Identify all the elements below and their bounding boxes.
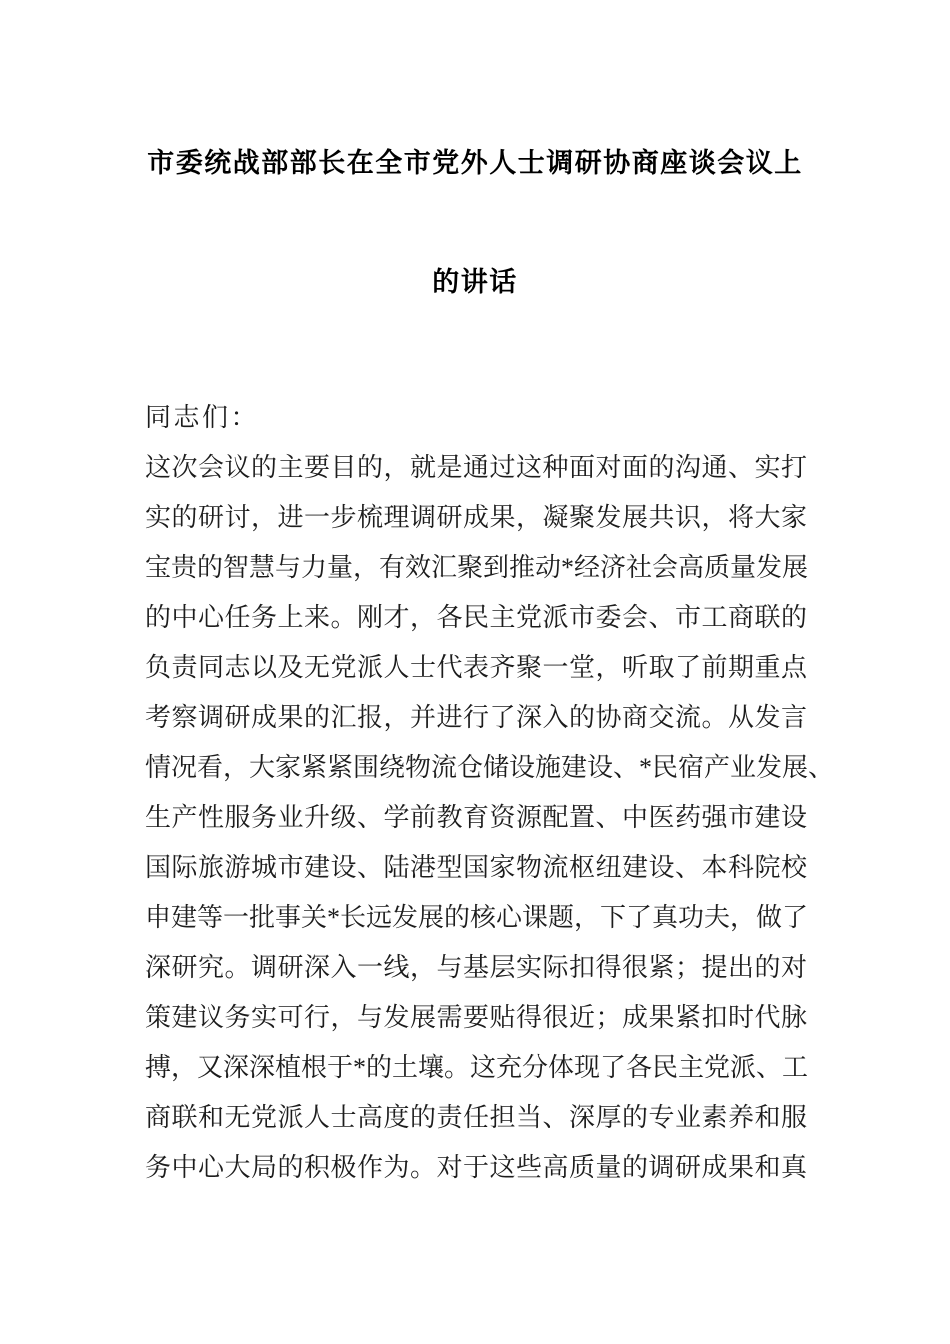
body-line: 搏，又深深植根于*的土壤。这充分体现了各民主党派、工 (145, 1053, 809, 1082)
body-line: 考察调研成果的汇报，并进行了深入的协商交流。从发言 (145, 703, 807, 732)
document-title (145, 104, 805, 342)
body-line: 宝贵的智慧与力量，有效汇聚到推动*经济社会高质量发展 (145, 553, 809, 582)
body-line: 情况看，大家紧紧围绕物流仓储设施建设、*民宿产业发展、 (145, 753, 835, 782)
document-title-line-1: 市委统战部部长在全市党外人士调研协商座谈会议上 (147, 148, 803, 178)
body-line: 商联和无党派人士高度的责任担当、深厚的专业素养和服 (145, 1103, 807, 1132)
body-line: 的中心任务上来。刚才，各民主党派市委会、市工商联的 (145, 603, 807, 632)
body-line: 实的研讨，进一步梳理调研成果，凝聚发展共识，将大家 (145, 503, 807, 532)
salutation: 同志们： (145, 403, 260, 432)
document-body (145, 393, 835, 1193)
body-line: 务中心大局的积极作为。对于这些高质量的调研成果和真 (145, 1153, 807, 1182)
body-line: 国际旅游城市建设、陆港型国家物流枢纽建设、本科院校 (145, 853, 807, 882)
body-line: 申建等一批事关*长远发展的核心课题，下了真功夫，做了 (145, 903, 809, 932)
body-line: 生产性服务业升级、学前教育资源配置、中医药强市建设 (145, 803, 807, 832)
body-line: 策建议务实可行，与发展需要贴得很近；成果紧扣时代脉 (145, 1003, 807, 1032)
document-title-line-2: 的讲话 (432, 267, 518, 297)
body-line: 这次会议的主要目的，就是通过这种面对面的沟通、实打 (145, 453, 807, 482)
body-line: 负责同志以及无党派人士代表齐聚一堂，听取了前期重点 (145, 653, 807, 682)
body-line: 深研究。调研深入一线，与基层实际扣得很紧；提出的对 (145, 953, 807, 982)
